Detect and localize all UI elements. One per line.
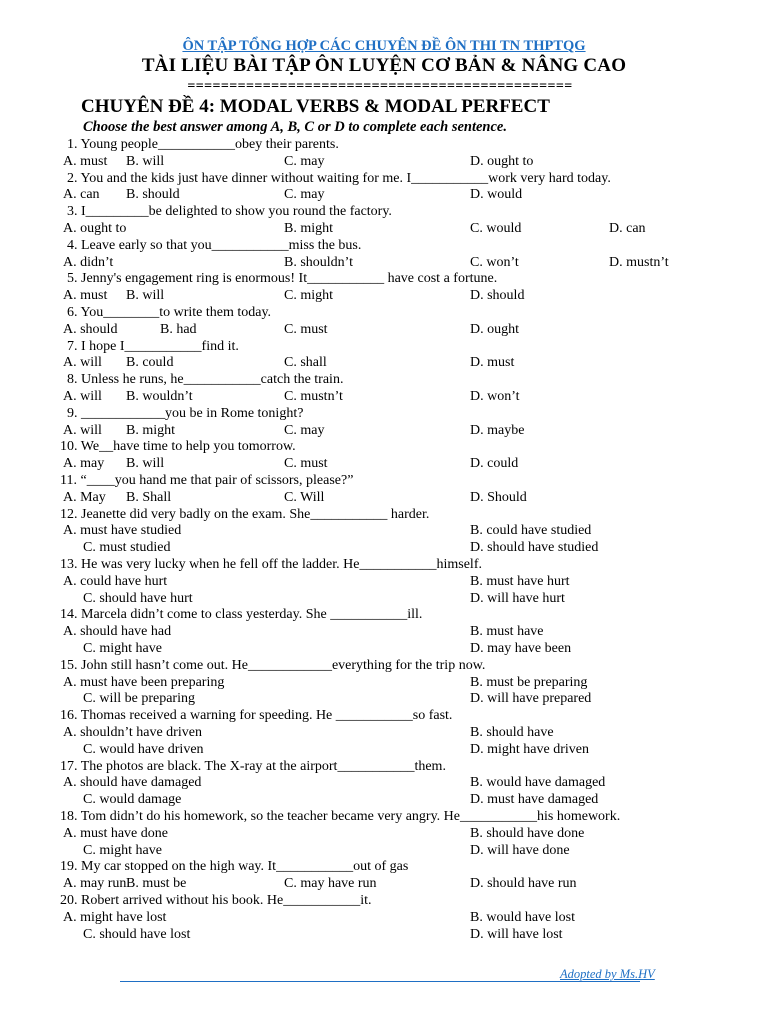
answer-option[interactable]: A. may run — [63, 876, 127, 892]
answer-option[interactable]: D. must have damaged — [470, 792, 599, 808]
answer-option[interactable]: C. might have — [83, 842, 162, 858]
question-number: 12. — [60, 506, 78, 522]
answer-option[interactable]: A. should — [63, 321, 118, 337]
question-text-before: My car stopped on the high way. It — [81, 859, 277, 875]
question-text-before: John still hasn’t come out. He — [81, 657, 248, 673]
answer-option[interactable]: C. may — [284, 153, 325, 169]
answer-option[interactable]: D. would — [470, 187, 523, 203]
answer-option[interactable]: D. Should — [470, 489, 527, 505]
question-text-after: ill. — [407, 607, 423, 623]
answer-option[interactable]: B. might — [126, 422, 176, 438]
answer-option[interactable]: C. would have driven — [83, 741, 204, 757]
question-number: 4. — [67, 237, 78, 253]
answer-option[interactable]: D. should have studied — [470, 540, 599, 556]
question-stem — [67, 237, 361, 254]
question-text-before: Unless he runs, he — [81, 372, 184, 388]
question-stem — [67, 304, 271, 321]
question-stem — [67, 270, 497, 287]
answer-option[interactable]: B. should have — [470, 725, 554, 740]
question-text-after: be delighted to show you round the factory. — [148, 204, 392, 220]
answer-option[interactable]: C. might have — [83, 641, 162, 656]
answer-option[interactable]: C. may — [284, 422, 325, 438]
question-text-after: miss the bus. — [288, 237, 362, 253]
question-text-before: I hope I — [81, 338, 125, 354]
question-number: 3. — [67, 204, 78, 220]
question-text-after: obey their parents. — [235, 137, 339, 152]
question-text-after: them. — [414, 758, 446, 774]
question-text-after: it. — [360, 893, 372, 908]
answer-option[interactable]: B. should have done — [470, 825, 585, 841]
answer-option[interactable]: C. mustn’t — [284, 389, 343, 404]
footer-credit: Adopted by Ms.HV — [560, 967, 655, 981]
question-number: 2. — [67, 170, 78, 186]
question-text-after: work very hard today. — [488, 170, 611, 186]
answer-blank[interactable]: ___________ — [183, 372, 261, 388]
answer-option[interactable]: D. might have driven — [470, 741, 589, 757]
answer-blank[interactable]: __________ — [342, 708, 413, 724]
answer-option[interactable]: D. ought to — [470, 153, 534, 169]
answer-option[interactable]: C. Will — [284, 489, 325, 505]
question-stem — [67, 203, 392, 220]
answer-option[interactable]: A. will — [63, 422, 102, 438]
answer-option[interactable]: A. will — [63, 389, 102, 404]
question-text-after: catch the train. — [260, 372, 344, 388]
answer-option[interactable]: D. will have prepared — [470, 691, 592, 707]
answer-option[interactable]: B. shouldn’t — [284, 254, 353, 270]
question-text-before: Leave early so that you — [81, 237, 212, 253]
answer-blank[interactable]: ___________ — [283, 893, 361, 908]
answer-option[interactable]: B. will — [126, 153, 165, 169]
question-stem — [60, 472, 353, 489]
answer-option[interactable]: B. must have — [470, 624, 544, 640]
question-text-before: Tom didn’t do his homework, so the teacher became very angry. He — [80, 809, 460, 824]
series-link[interactable]: ÔN TẬP TỔNG HỢP CÁC CHUYÊN ĐỀ ÔN THI TN THPTQG — [182, 38, 586, 54]
answer-option[interactable]: C. must studied — [83, 540, 171, 556]
question-text-after: you hand me that pair of scissors, please?” — [114, 473, 354, 488]
topic-heading: CHUYÊN ĐỀ 4: MODAL VERBS & MODAL PERFECT — [81, 96, 550, 117]
answer-option[interactable]: C. might — [284, 288, 334, 304]
answer-option[interactable]: C. may — [284, 187, 325, 203]
answer-option[interactable]: A. didn’t — [63, 254, 114, 270]
answer-option[interactable]: D. will have hurt — [470, 590, 565, 606]
answer-option[interactable]: A. can — [63, 187, 100, 203]
answer-option[interactable]: A. should have damaged — [63, 775, 202, 791]
answer-option[interactable]: C. shall — [284, 355, 327, 371]
question-text-before: We — [80, 439, 100, 455]
question-stem — [60, 858, 408, 875]
answer-option[interactable]: C. will be preparing — [83, 691, 195, 707]
question-number: 8. — [67, 372, 78, 388]
question-text-after: himself. — [436, 557, 482, 572]
answer-option[interactable]: B. should — [126, 187, 180, 203]
question-text-after: _ harder. — [380, 506, 430, 522]
answer-blank[interactable]: ___________ — [276, 859, 354, 875]
answer-option[interactable]: D. will have done — [470, 842, 570, 858]
question-stem — [67, 170, 611, 187]
answer-option[interactable]: C. must — [284, 321, 328, 337]
question-stem — [60, 758, 446, 775]
question-text-after: his homework. — [537, 809, 621, 824]
answer-option[interactable]: C. won’t — [470, 254, 519, 270]
answer-option[interactable]: C. would — [470, 221, 522, 236]
answer-option[interactable]: C. should have lost — [83, 926, 191, 942]
question-number: 6. — [67, 305, 78, 320]
answer-blank[interactable]: ____________ — [81, 405, 165, 421]
answer-option[interactable]: B. would have lost — [470, 909, 575, 925]
answer-option[interactable]: D. won’t — [470, 389, 520, 404]
answer-option[interactable]: B. will — [126, 288, 165, 304]
question-stem — [67, 136, 339, 153]
answer-option[interactable]: D. mustn’t — [609, 254, 669, 270]
question-text-before: I — [81, 204, 86, 220]
answer-blank[interactable]: ____________ — [247, 657, 332, 673]
answer-option[interactable]: A. may — [63, 456, 105, 472]
answer-option[interactable]: D. may have been — [470, 641, 572, 656]
answer-blank[interactable]: ___________ — [124, 338, 202, 354]
answer-option[interactable]: C. should have hurt — [83, 590, 193, 606]
answer-option[interactable]: A. must — [63, 288, 108, 304]
answer-option[interactable]: B. will — [126, 456, 165, 472]
answer-option[interactable]: B. must be preparing — [470, 674, 588, 690]
instructions: Choose the best answer among A, B, C or D to complete each sentence. — [83, 119, 507, 135]
answer-blank[interactable]: ________ — [103, 305, 160, 320]
answer-blank[interactable]: ___________ — [158, 137, 236, 152]
question-stem — [60, 808, 620, 825]
answer-option[interactable]: C. may have run — [284, 876, 377, 892]
question-text-after: everything for the trip now. — [331, 657, 486, 673]
answer-option[interactable]: B. Shall — [126, 489, 172, 505]
question-stem — [60, 606, 422, 623]
answer-option[interactable]: A. must have studied — [63, 523, 182, 539]
question-stem — [60, 506, 429, 523]
question-text-before: You and the kids just have dinner without waiting for me. I — [80, 170, 412, 186]
question-text-before: Young people — [80, 137, 159, 152]
answer-option[interactable]: D. will have lost — [470, 926, 563, 942]
question-number: 10. — [60, 439, 78, 455]
question-number: 9. — [67, 405, 78, 421]
answer-option[interactable]: C. must — [284, 456, 328, 472]
answer-option[interactable]: D. should have run — [470, 876, 577, 892]
answer-blank[interactable]: ___________ — [411, 170, 489, 186]
answer-option[interactable]: B. would have damaged — [470, 775, 606, 791]
question-text-after: out of gas — [353, 859, 409, 875]
question-stem — [67, 371, 343, 388]
answer-blank[interactable]: __ — [99, 439, 114, 455]
answer-option[interactable]: A. must — [63, 153, 108, 169]
answer-option[interactable]: D. must — [470, 355, 515, 371]
answer-option[interactable]: D. ought — [470, 321, 519, 337]
answer-option[interactable]: A. shouldn’t have driven — [63, 725, 202, 740]
answer-blank[interactable]: _________ — [85, 204, 149, 220]
answer-blank[interactable]: ___________ — [337, 758, 415, 774]
question-text-before: “ — [80, 473, 87, 488]
question-text-before: The photos are black. The X-ray at the airport — [80, 758, 338, 774]
question-stem — [60, 556, 482, 573]
question-text-before: Jeanette did very badly on the exam. She — [81, 506, 311, 522]
question-stem — [67, 338, 239, 355]
answer-blank[interactable]: __________ — [310, 506, 381, 522]
question-stem — [60, 892, 371, 909]
question-text-after: have time to help you tomorrow. — [113, 439, 296, 455]
answer-blank[interactable]: ___________ — [359, 557, 437, 572]
answer-blank[interactable]: ____ — [86, 473, 115, 488]
question-number: 13. — [60, 557, 78, 572]
answer-option[interactable]: B. had — [160, 321, 197, 337]
question-stem — [60, 707, 452, 724]
question-text-after: to write them today. — [159, 305, 272, 320]
answer-option[interactable]: B. must be — [126, 876, 187, 892]
answer-option[interactable]: D. maybe — [470, 422, 525, 438]
question-text-before: Marcela didn’t come to class yesterday. She _ — [81, 607, 338, 623]
question-number: 19. — [60, 859, 78, 875]
question-number: 1. — [67, 137, 78, 152]
answer-blank[interactable]: __________ — [307, 271, 378, 287]
question-text-before: He was very lucky when he fell off the ladder. He — [81, 557, 360, 572]
answer-blank[interactable]: __________ — [337, 607, 408, 623]
answer-blank[interactable]: ___________ — [460, 809, 537, 824]
title-separator: ============================================== — [187, 79, 573, 94]
answer-option[interactable]: D. should — [470, 288, 525, 304]
question-text-after: so fast. — [412, 708, 453, 724]
question-number: 16. — [60, 708, 78, 724]
question-number: 17. — [60, 758, 78, 774]
question-number: 20. — [60, 893, 78, 908]
question-stem — [60, 438, 296, 455]
answer-option[interactable]: A. must have done — [63, 825, 168, 841]
question-number: 18. — [60, 809, 78, 824]
question-number: 15. — [60, 657, 78, 673]
answer-option[interactable]: A. might have lost — [63, 909, 167, 925]
question-stem — [60, 657, 485, 674]
question-number: 5. — [67, 271, 78, 287]
question-text-after: you be in Rome tonight? — [165, 405, 304, 421]
answer-option[interactable]: D. could — [470, 456, 519, 472]
answer-option[interactable]: B. wouldn’t — [126, 389, 193, 404]
answer-blank[interactable]: ___________ — [211, 237, 289, 253]
answer-option[interactable]: A. May — [63, 489, 106, 505]
answer-option[interactable]: A. could have hurt — [63, 573, 168, 589]
question-text-before: Jenny's engagement ring is enormous! It — [81, 271, 308, 287]
answer-option[interactable]: D. can — [609, 221, 646, 236]
question-text-before: Thomas received a warning for speeding. He _ — [80, 708, 343, 724]
answer-option[interactable]: B. might — [284, 221, 334, 236]
answer-option[interactable]: B. must have hurt — [470, 573, 570, 589]
question-number: 14. — [60, 607, 78, 623]
question-text-after: _ have cost a fortune. — [377, 271, 498, 287]
question-text-before: You — [80, 305, 104, 320]
answer-option[interactable]: B. could — [126, 355, 174, 371]
answer-option[interactable]: A. will — [63, 355, 102, 371]
answer-option[interactable]: A. must have been preparing — [63, 674, 225, 690]
answer-option[interactable]: A. should have had — [63, 624, 172, 640]
question-number: 11. — [60, 473, 77, 488]
document-title: TÀI LIỆU BÀI TẬP ÔN LUYỆN CƠ BẢN & NÂNG CAO — [141, 55, 627, 76]
answer-option[interactable]: A. ought to — [63, 221, 127, 236]
question-number: 7. — [67, 338, 78, 354]
answer-option[interactable]: C. would damage — [83, 792, 182, 808]
answer-option[interactable]: B. could have studied — [470, 523, 592, 539]
question-text-after: find it. — [201, 338, 239, 354]
question-text-before: Robert arrived without his book. He — [81, 893, 284, 908]
question-stem — [67, 405, 303, 422]
